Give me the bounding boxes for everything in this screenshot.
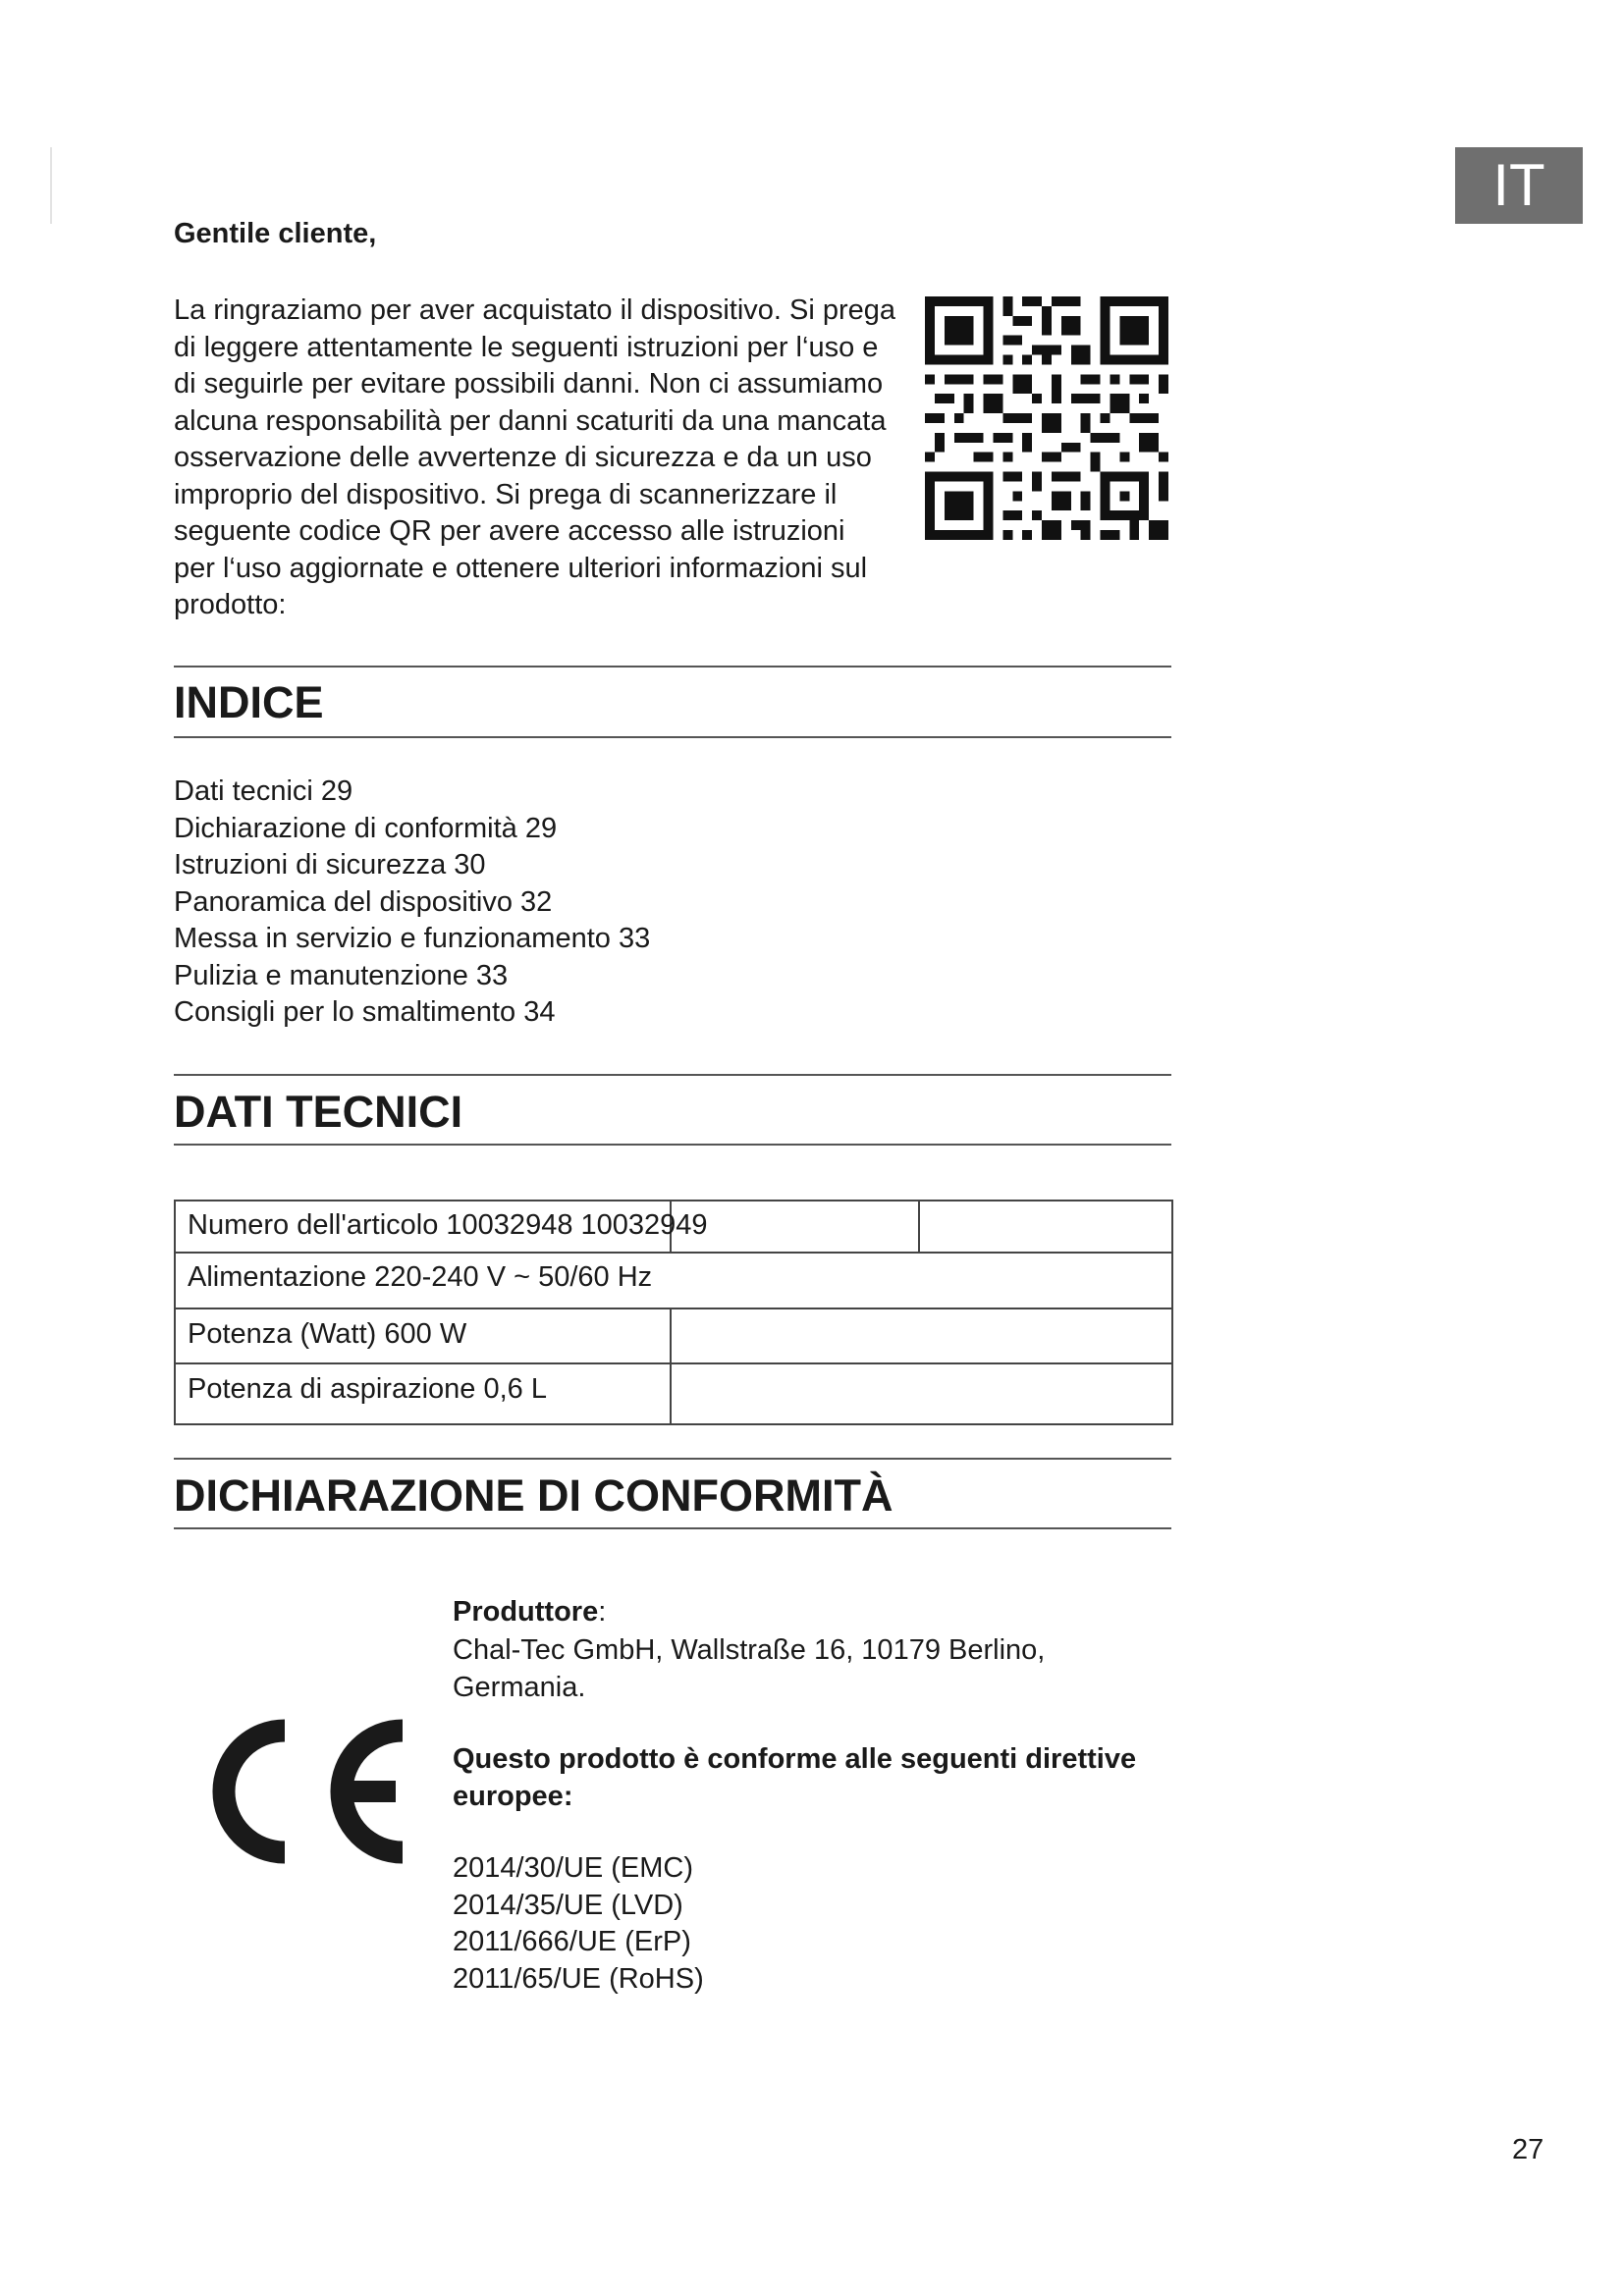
tech-specs-table [174,1200,1173,1425]
table-cell: Potenza di aspirazione 0,6 L [188,1373,547,1405]
page-number: 27 [1512,2134,1544,2165]
statement-line: europee: [453,1780,573,1812]
index-item[interactable]: Istruzioni di sicurezza 30 [174,849,486,881]
intro-line: improprio del dispositivo. Si prega di scannerizzare il [174,478,838,510]
conformity-heading: DICHIARAZIONE DI CONFORMITÀ [174,1470,893,1521]
producer-label-colon: : [598,1596,607,1628]
ce-mark-icon [194,1708,420,1875]
index-item[interactable]: Dichiarazione di conformità 29 [174,812,558,844]
index-heading: INDICE [174,677,324,727]
section-rule [174,666,1171,667]
qr-code-icon[interactable] [925,296,1168,540]
intro-line: prodotto: [174,589,287,620]
intro-line: di seguirle per evitare possibili danni. Non ci assumiamo [174,368,884,400]
table-cell: Potenza (Watt) 600 W [188,1318,467,1350]
intro-line: alcuna responsabilità per danni scaturiti da una mancata [174,404,887,437]
section-rule [174,736,1171,738]
salutation: Gentile cliente, [174,218,377,249]
index-item[interactable]: Pulizia e manutenzione 33 [174,959,509,991]
conformity-statement [453,1741,1179,1815]
directive-item: 2011/65/UE (RoHS) [453,1962,704,1995]
directive-item: 2014/30/UE (EMC) [453,1852,693,1884]
row-divider [174,1362,1173,1364]
directive-item: 2011/666/UE (ErP) [453,1926,691,1957]
intro-line: seguente codice QR per avere accesso alle istruzioni [174,515,845,547]
index-item[interactable]: Messa in servizio e funzionamento 33 [174,923,651,954]
column-divider [670,1308,672,1423]
section-rule [174,1144,1171,1146]
section-rule [174,1458,1171,1460]
index-item[interactable]: Dati tecnici 29 [174,775,353,807]
address-line: Germania. [453,1671,586,1703]
intro-line: di leggere attentamente le seguenti istruzioni per l‘uso e [174,331,879,363]
directive-item: 2014/35/UE (LVD) [453,1889,683,1921]
table-cell: Numero dell'articolo 10032948 10032949 [188,1209,708,1241]
row-divider [174,1308,1173,1309]
language-tab: IT [1455,147,1583,224]
statement-line: Questo prodotto è conforme alle seguenti direttive [453,1743,1137,1775]
section-rule [174,1074,1171,1076]
index-item[interactable]: Consigli per lo smaltimento 34 [174,996,556,1028]
tech-heading: DATI TECNICI [174,1087,463,1137]
row-divider [174,1252,1173,1254]
column-divider [918,1200,920,1252]
intro-line: La ringraziamo per aver acquistato il dispositivo. Si prega [174,294,896,326]
table-cell: Alimentazione 220-240 V ~ 50/60 Hz [188,1261,653,1293]
directive-list [453,1850,704,1998]
margin-line [50,147,52,224]
intro-line: osservazione delle avvertenze di sicurezza e da un uso [174,442,872,473]
producer-label-text: Produttore [453,1596,599,1628]
producer-label [453,1596,606,1629]
index-item[interactable]: Panoramica del dispositivo 32 [174,885,553,918]
address-line: Chal-Tec GmbH, Wallstraße 16, 10179 Berlino, [453,1634,1046,1666]
intro-line: per l‘uso aggiornate e ottenere ulteriori informazioni sul [174,552,868,584]
intro-paragraph [174,293,900,624]
section-rule [174,1527,1171,1529]
producer-address [453,1632,1140,1706]
index-list [174,774,650,1032]
